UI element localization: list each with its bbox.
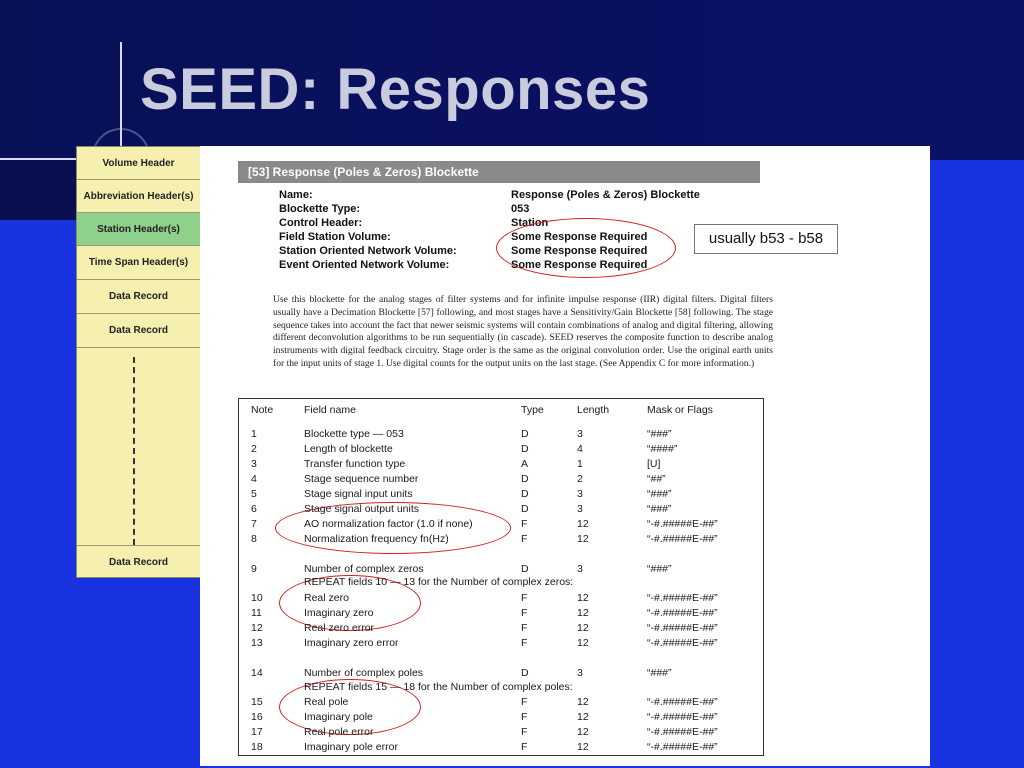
cell-type: F (521, 696, 528, 708)
meta-value: Response (Poles & Zeros) Blockette (511, 189, 700, 201)
cell-field-name: Transfer function type (304, 458, 406, 470)
cell-note: 3 (251, 458, 257, 470)
highlight-ellipse-response-required (496, 218, 676, 278)
blockette-header: [53] Response (Poles & Zeros) Blockette (238, 161, 760, 183)
cell-length: 3 (577, 563, 583, 575)
cell-mask: “-#.#####E-##” (647, 518, 718, 530)
cell-field-name: Imaginary zero (304, 607, 374, 619)
slide-corner-band (0, 160, 76, 220)
cell-type: F (521, 711, 528, 723)
meta-value: Station (511, 217, 549, 229)
cell-type: F (521, 518, 528, 530)
cell-field-name: Real zero error (304, 622, 375, 634)
structure-row-abbreviation-header: Abbreviation Header(s) (77, 180, 200, 213)
cell-type: D (521, 667, 529, 679)
cell-mask: “-#.#####E-##” (647, 592, 718, 604)
column-header-note: Note (251, 404, 274, 416)
cell-mask: “-#.#####E-##” (647, 726, 718, 738)
cell-length: 1 (577, 458, 583, 470)
blockette-document (200, 146, 930, 766)
cell-length: 3 (577, 667, 583, 679)
structure-row-volume-header: Volume Header (77, 147, 200, 180)
cell-length: 12 (577, 533, 589, 545)
cell-length: 12 (577, 711, 589, 723)
cell-note: 9 (251, 563, 257, 575)
cell-length: 12 (577, 696, 589, 708)
cell-field-name: Stage signal output units (304, 503, 419, 515)
cell-mask: “-#.#####E-##” (647, 711, 718, 723)
column-header-field-name: Field name (304, 404, 356, 416)
cell-mask: “-#.#####E-##” (647, 622, 718, 634)
fields-table (238, 398, 764, 756)
cell-length: 3 (577, 428, 583, 440)
cell-note: 15 (251, 696, 263, 708)
cell-type: D (521, 428, 529, 440)
cell-type: F (521, 592, 528, 604)
cell-length: 3 (577, 503, 583, 515)
meta-label: Station Oriented Network Volume: (279, 245, 457, 257)
cell-note: 18 (251, 741, 263, 753)
cell-field-name: Imaginary zero error (304, 637, 399, 649)
cell-type: D (521, 473, 529, 485)
cell-mask: “-#.#####E-##” (647, 696, 718, 708)
column-header-mask: Mask or Flags (647, 404, 713, 416)
cell-note: 13 (251, 637, 263, 649)
cell-field-name: Number of complex poles (304, 667, 424, 679)
cell-mask: “-#.#####E-##” (647, 741, 718, 753)
structure-row-data-record: Data Record (77, 280, 200, 314)
cell-note: 17 (251, 726, 263, 738)
cell-mask: [U] (647, 458, 661, 470)
cell-field-name: Stage signal input units (304, 488, 413, 500)
structure-row-data-record-last: Data Record (77, 545, 200, 578)
cell-note: 11 (251, 607, 262, 619)
description-paragraph: Use this blockette for the analog stages of filter systems and for infinite impulse response (IIR) digital filters. Digital filters usually have a Decimation Blockette [57] following, and most stages have a Sensitivity/Gain Blockette [58] following. The stage sequence takes into account the fact that newer seismic systems will contain combinations of analog and digital filtering, allowing different deconvolution algorithms to be run sequentially (in cascade). SEED reserves the composite function to describe analog instruments with digital feedback circuitry. Stage order is the same as the original convolution order. Use the original earth units for the input units of stage 1. Use digital counts for the output units on the last stage. (See Appendix C for more information.) (273, 294, 773, 369)
cell-field-name: Real pole error (304, 726, 374, 738)
meta-value: Some Response Required (511, 231, 648, 243)
meta-value: Some Response Required (511, 259, 648, 271)
cell-note: 5 (251, 488, 257, 500)
cell-type: D (521, 503, 529, 515)
cell-type: D (521, 443, 529, 455)
cell-field-name: AO normalization factor (1.0 if none) (304, 518, 473, 530)
cell-mask: “-#.#####E-##” (647, 533, 718, 545)
cell-mask: “##” (647, 473, 666, 485)
cell-field-name: Real pole (304, 696, 349, 708)
cell-field-name: Blockette type — 053 (304, 428, 404, 440)
cell-field-name: Stage sequence number (304, 473, 419, 485)
cell-field-name: Real zero (304, 592, 349, 604)
cell-field-name: Normalization frequency fn(Hz) (304, 533, 449, 545)
cell-length: 12 (577, 592, 589, 604)
meta-label: Name: (279, 189, 313, 201)
cell-mask: “-#.#####E-##” (647, 607, 718, 619)
cell-mask: “####” (647, 443, 678, 455)
cell-note: 6 (251, 503, 257, 515)
cell-length: 12 (577, 637, 589, 649)
cell-note: 1 (251, 428, 257, 440)
cell-note: 14 (251, 667, 263, 679)
cell-type: F (521, 637, 528, 649)
meta-label: Control Header: (279, 217, 363, 229)
cell-field-name: Imaginary pole (304, 711, 373, 723)
cell-type: A (521, 458, 529, 470)
cell-note: 4 (251, 473, 257, 485)
cell-mask: “###” (647, 503, 672, 515)
cell-type: F (521, 622, 528, 634)
cell-length: 4 (577, 443, 583, 455)
cell-length: 2 (577, 473, 583, 485)
meta-label: Blockette Type: (279, 203, 361, 215)
column-header-length: Length (577, 404, 610, 416)
meta-value: Some Response Required (511, 245, 648, 257)
slide-title: SEED: Responses (140, 57, 651, 122)
cell-mask: “###” (647, 563, 672, 575)
meta-label: Event Oriented Network Volume: (279, 259, 450, 271)
cell-mask: “###” (647, 667, 672, 679)
cell-note: 7 (251, 518, 257, 530)
callout-box: usually b53 - b58 (694, 224, 838, 254)
cell-note: 12 (251, 622, 263, 634)
cell-note: 2 (251, 443, 257, 455)
cell-field-name: Length of blockette (304, 443, 393, 455)
cell-length: 12 (577, 726, 589, 738)
cell-type: F (521, 741, 528, 753)
repeat-note-poles: REPEAT fields 15 — 18 for the Number of complex poles: (304, 681, 573, 693)
cell-type: F (521, 607, 528, 619)
cell-type: F (521, 533, 528, 545)
cell-field-name: Imaginary pole error (304, 741, 398, 753)
cell-mask: “-#.#####E-##” (647, 637, 718, 649)
cell-mask: “###” (647, 488, 672, 500)
structure-row-station-header: Station Header(s) (77, 213, 200, 246)
cell-note: 10 (251, 592, 263, 604)
cell-type: D (521, 488, 529, 500)
structure-row-time-span-header: Time Span Header(s) (77, 246, 200, 280)
structure-row-data-record: Data Record (77, 314, 200, 348)
cell-length: 12 (577, 741, 589, 753)
cell-note: 8 (251, 533, 257, 545)
meta-value: 053 (511, 203, 530, 215)
cell-type: F (521, 726, 528, 738)
repeat-note-zeros: REPEAT fields 10 — 13 for the Number of complex zeros: (304, 576, 574, 588)
seed-structure-diagram (76, 146, 201, 578)
cell-length: 3 (577, 488, 583, 500)
meta-label: Field Station Volume: (279, 231, 391, 243)
column-header-type: Type (521, 404, 544, 416)
cell-field-name: Number of complex zeros (304, 563, 424, 575)
cell-mask: “###” (647, 428, 672, 440)
structure-continuation-dashes (133, 357, 135, 545)
cell-note: 16 (251, 711, 263, 723)
cell-length: 12 (577, 518, 589, 530)
cell-length: 12 (577, 622, 589, 634)
cell-type: D (521, 563, 529, 575)
cell-length: 12 (577, 607, 589, 619)
